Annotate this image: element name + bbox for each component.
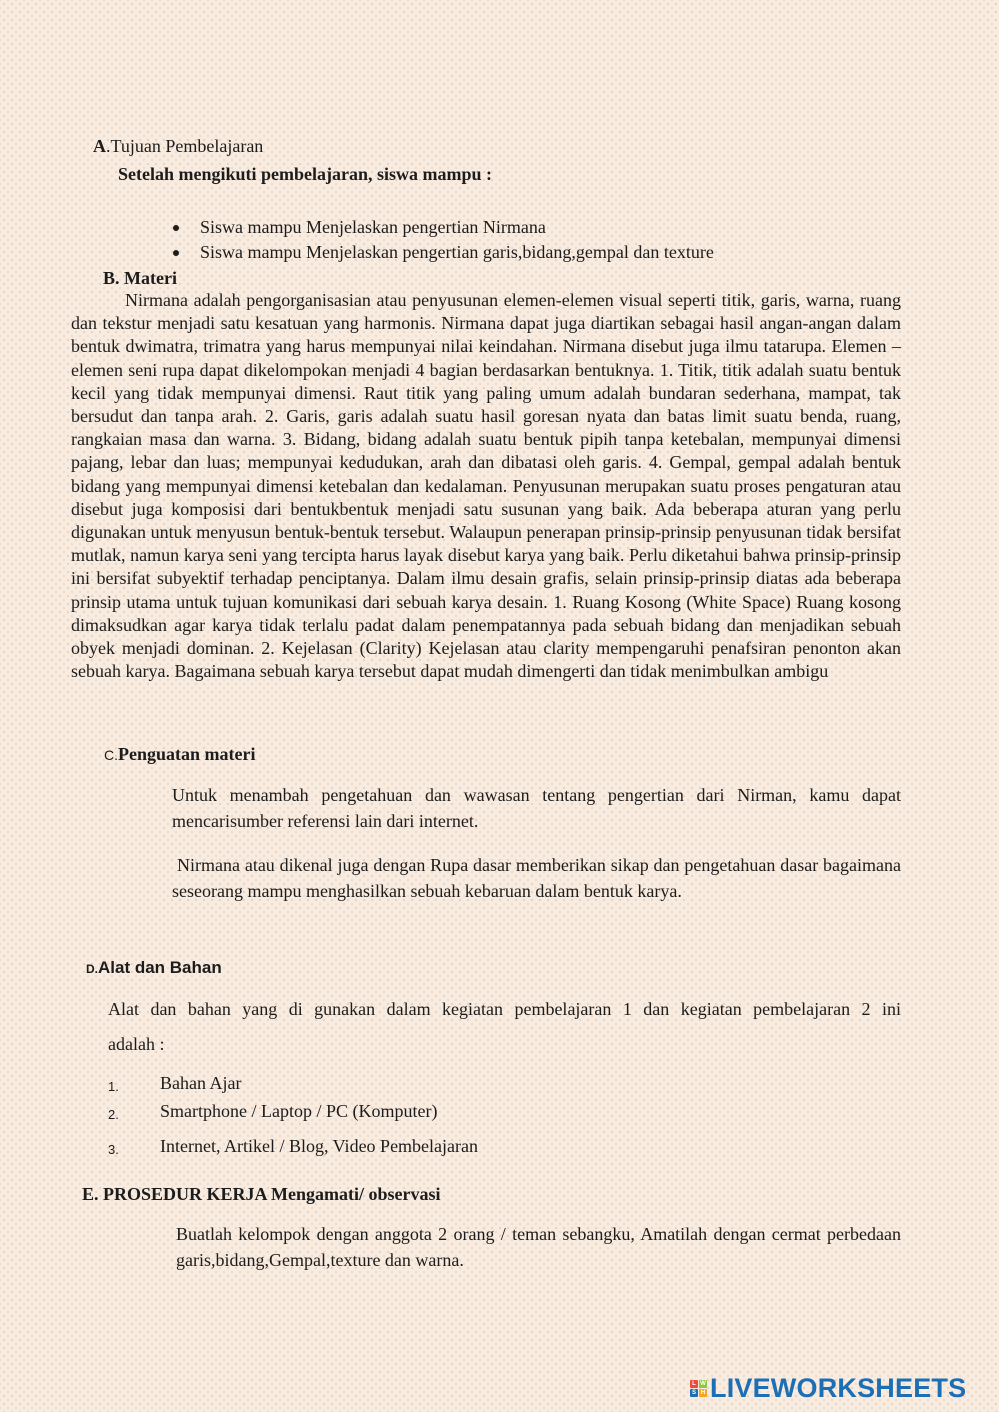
list-item: Siswa mampu Menjelaskan pengertian garis,bidang,gempal dan texture <box>200 240 714 265</box>
section-a-heading <box>93 134 263 158</box>
tools-list <box>108 1071 479 1162</box>
section-d-intro-line-1: Alat dan bahan yang di gunakan dalam kegiatan pembelajaran 1 dan kegiatan pembelajaran 2 ini <box>108 999 901 1019</box>
section-c-paragraph-1: Untuk menambah pengetahuan dan wawasan tentang pengertian dari Nirman, kamu dapat mencarisumber referensi lain dari internet. <box>172 785 901 831</box>
section-c-paragraph-2: Nirmana atau dikenal juga dengan Rupa dasar memberikan sikap dan pengetahuan dasar bagaimana seseorang mampu menghasilkan sebuah kebaruan dalam bentuk karya. <box>172 855 901 901</box>
bullet-icon <box>173 225 179 231</box>
section-b-body: Nirmana adalah pengorganisasian atau penyusunan elemen-elemen visual seperti titik, garis, warna, ruang dan tekstur menjadi satu kesatuan yang harmonis. Nirmana dapat juga diartikan sebagai hasil angan-angan dalam bentuk dwimatra, trimatra yang harus mempunyai nilai keindahan. Nirmana disebut juga ilmu tatarupa. Elemen –elemen seni rupa dapat dikelompokan menjadi 4 bagian berdasarkan bentuknya. 1. Titik, titik adalah suatu bentuk kecil yang tidak mempunyai dimensi. Raut titik yang paling umum adalah bundaran sederhana, mampat, tak bersudut dan tanpa arah. 2. Garis, garis adalah suatu hasil goresan nyata dan batas limit suatu benda, ruang, rangkaian masa dan warna. 3. Bidang, bidang adalah suatu bentuk pipih tanpa ketebalan, mempunyai dimensi pajang, lebar dan luas; mempunyai kedudukan, arah dan dibatasi oleh garis. 4. Gempal, gempal adalah bentuk bidang yang mempunyai dimensi ketebalan dan kedalaman. Penyusunan merupakan suatu proses pengaturan atau disebut juga komposisi dari bentukbentuk menjadi satu susunan yang baik. Ada beberapa aturan yang perlu digunakan untuk menyusun bentuk-bentuk tersebut. Walaupun penerapan prinsip-prinsip penyusunan tidak bersifat mutlak, namun karya seni yang tercipta harus layak disebut karya yang baik. Perlu diketahui bahwa prinsip-prinsip ini bersifat subyektif terhadap penciptanya. Dalam ilmu desain grafis, selain prinsip-prinsip diatas ada beberapa prinsip utama untuk tujuan komunikasi dari sebuah karya desain. 1. Ruang Kosong (White Space) Ruang kosong dimaksudkan agar karya tidak terlalu padat dalam penempatannya pada sebuah bidang dan menjadikan sebuah obyek menjadi dominan. 2. Kejelasan (Clarity) Kejelasan atau clarity mempengaruhi penafsiran penonton akan sebuah karya. Bagaimana sebuah karya tersebut dapat mudah dimengerti dan tidak menimbulkan ambigu <box>71 290 901 682</box>
section-d-title: Alat dan Bahan <box>98 958 222 977</box>
objectives-list <box>200 215 714 265</box>
section-e-body: Buatlah kelompok dengan anggota 2 orang / teman sebangku, Amatilah dengan cermat perbedaan garis,bidang,Gempal,texture dan warna. <box>176 1224 901 1270</box>
logo-mark-icon: L W S H <box>691 1380 706 1396</box>
section-d-heading <box>86 957 222 980</box>
section-d-intro-line-2: adalah : <box>108 1034 165 1054</box>
section-a-letter: A <box>93 136 106 156</box>
bullet-icon <box>173 250 179 256</box>
section-b-title: B. Materi <box>103 268 177 288</box>
section-d-letter: D. <box>86 962 98 976</box>
section-c-title: Penguatan materi <box>118 744 256 764</box>
list-item: 1. Bahan Ajar <box>108 1073 242 1094</box>
list-item: Siswa mampu Menjelaskan pengertian Nirmana <box>200 215 714 240</box>
section-c-heading <box>104 742 255 767</box>
section-a-subtitle: Setelah mengikuti pembelajaran, siswa mampu : <box>118 164 493 184</box>
list-item: 3. Internet, Artikel / Blog, Video Pembelajaran <box>108 1136 479 1157</box>
section-e-title: E. PROSEDUR KERJA Mengamati/ observasi <box>82 1184 441 1204</box>
list-item: 2. Smartphone / Laptop / PC (Komputer) <box>108 1101 438 1122</box>
liveworksheets-logo <box>690 1371 966 1405</box>
section-a-title: .Tujuan Pembelajaran <box>106 136 264 156</box>
section-c-letter: C. <box>104 747 118 763</box>
logo-text: LIVEWORKSHEETS <box>710 1372 967 1403</box>
